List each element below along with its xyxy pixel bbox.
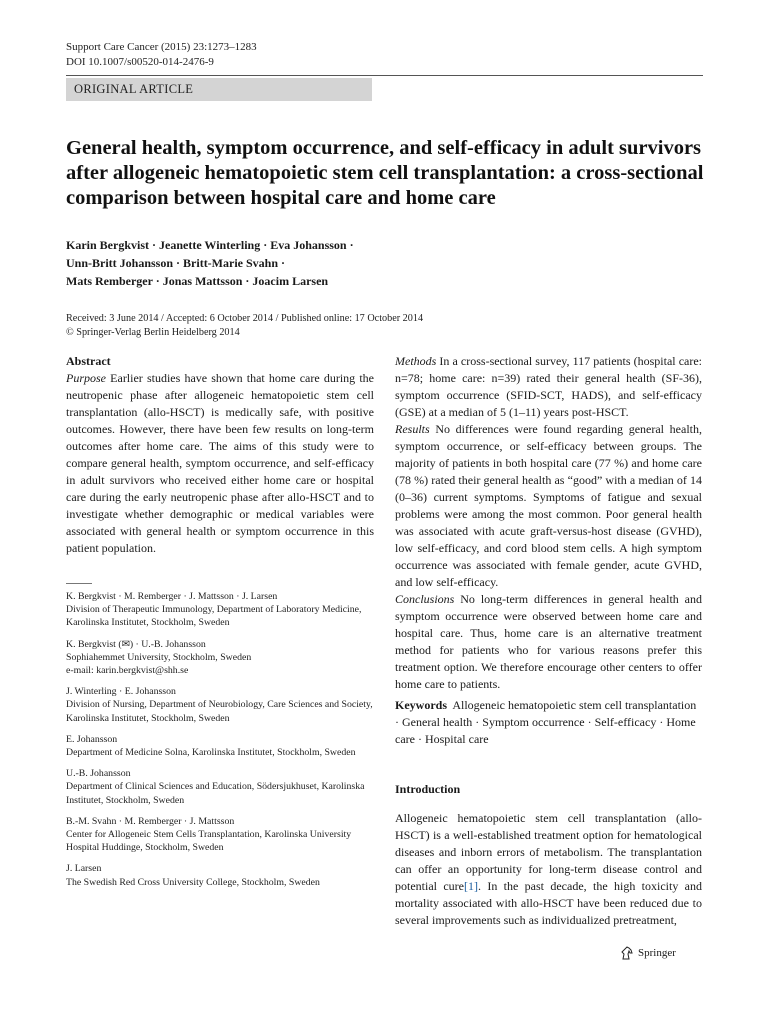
header-rule [66,75,703,76]
methods-text: In a cross-sectional survey, 117 patients (hospital care: n=78; home care: n=39) rated their general health (SF-36), symptom occurrence (SFID-SCT, HADS), and self-efficacy (GSE) at a median of 5 (1–11) years post-HSCT. [395,354,703,419]
affiliation: K. Bergkvist · M. Remberger · J. Mattsson · J. Larsen Division of Therapeutic Immunology, Department of Laboratory Medicine, Karolinska Institutet, Stockholm, Sweden [66,591,362,629]
results-text: No differences were found regarding general health, symptom occurrence, or self-efficacy between groups. The majority of patients in both hospital care (77 %) and home care (78 %) rated their general health as “good” with a median of 14 (0–36) current symptoms. Symptoms of fatigue and sexual problems were among the most common. Poor general health was associated with acute graft-versus-host disease (GVHD), low self-efficacy, and cord blood stem cells. A high symptom occurrence was associated with female gender, acute GVHD, and low self-efficacy. [395,422,702,589]
publisher-name: Springer [638,947,676,959]
purpose-label: Purpose [66,371,106,385]
purpose-text: Earlier studies have shown that home care during the neutropenic phase after allogeneic hematopoietic stem cell transplantation (allo-HSCT) is medically safe, with positive outcomes. However, there have been few results on long-term outcomes after home care. The aims of this study were to compare general health, symptom occurrence, and self-efficacy in adult survivors who received either home care or hospital care during the early neutropenic phase after allo-HSCT and to investigate whether demographic or medical variables were associated with general health or symptom occurrence in this patient population. [66,371,374,555]
methods-label: Methods [395,354,437,368]
publication-dates [66,312,706,340]
keywords-label: Keywords [395,698,447,712]
affiliation: E. Johansson Department of Medicine Solna, Karolinska Institutet, Stockholm, Sweden [66,733,356,759]
abstract [66,353,374,557]
abstract-heading: Abstract [66,354,111,368]
abstract-conclusions [395,591,702,693]
abstract-continued [395,353,702,693]
affiliation: J. Larsen The Swedish Red Cross University College, Stockholm, Sweden [66,863,320,888]
keywords [395,697,702,748]
affiliation: K. Bergkvist (✉) · U.-B. Johansson Sophiahemmet University, Stockholm, Sweden e-mail: karin.bergkvist@shh.se [66,638,374,678]
author-line: Unn-Britt Johansson · Britt-Marie Svahn · [66,256,286,270]
email-link[interactable]: e-mail: karin.bergkvist@shh.se [66,665,189,677]
doi[interactable]: DOI 10.1007/s00520-014-2476-9 [66,56,214,68]
article-title: General health, symptom occurrence, and self-efficacy in adult survivors after allogeneic hematopoietic stem cell transplantation: a cross-sectional comparison between hospital care and home care [66,137,704,209]
affiliation: J. Winterling · E. Johansson Division of Nursing, Department of Neurobiology, Care Sciences and Society, Karolinska Institutet, Stockholm, Sweden [66,686,373,724]
affiliations [66,590,374,897]
footnote-rule [66,583,92,584]
springer-horse-icon [620,946,634,960]
received-dates: Received: 3 June 2014 / Accepted: 6 October 2014 / Published online: 17 October 2014 [66,313,424,324]
author-line: Mats Remberger · Jonas Mattsson · Joacim Larsen [66,274,329,288]
abstract-results [395,421,702,591]
keywords-text: Allogeneic hematopoietic stem cell transplantation · General health · Symptom occurrence · Self-efficacy · Home care · Hospital care [395,698,697,746]
affiliation: B.-M. Svahn · M. Remberger · J. Mattsson Center for Allogeneic Stem Cells Transplantation, Karolinska University Hospital Huddinge, Stockholm, Sweden [66,815,352,854]
citation-link[interactable]: [1] [463,879,478,893]
abstract-purpose [66,370,374,557]
copyright: © Springer-Verlag Berlin Heidelberg 2014 [66,327,240,338]
introduction-text: Allogeneic hematopoietic stem cell transplantation (allo-HSCT) is a well-established treatment option for hematological diseases and inborn errors of metabolism. The transplantation can offer an opportunity for long-term disease control and potential cure[1]. In the past decade, the high toxicity and mortality associated with allo-HSCT have been reduced due to several improvements such as individualized pretreatment, [395,811,702,927]
author-list [66,236,706,290]
results-label: Results [395,422,430,436]
introduction-heading: Introduction [395,782,461,796]
author-line: Karin Bergkvist · Jeanette Winterling · Eva Johansson · [66,238,354,252]
affiliation: U.-B. Johansson Department of Clinical Sciences and Education, Södersjukhuset, Karolinska Institutet, Stockholm, Sweden [66,768,365,806]
publisher-logo [620,946,676,960]
conclusions-text: No long-term differences in general health and symptom occurrence were observed between home care and hospital care. Thus, home care is an alternative treatment method for patients who for various reasons prefer this treatment option. We therefore encourage other centers to offer home care to patients. [395,592,703,691]
article-type-banner: ORIGINAL ARTICLE [66,78,372,101]
abstract-methods [395,353,702,421]
journal-citation: Support Care Cancer (2015) 23:1273–1283 [66,41,257,53]
conclusions-label: Conclusions [395,592,455,606]
